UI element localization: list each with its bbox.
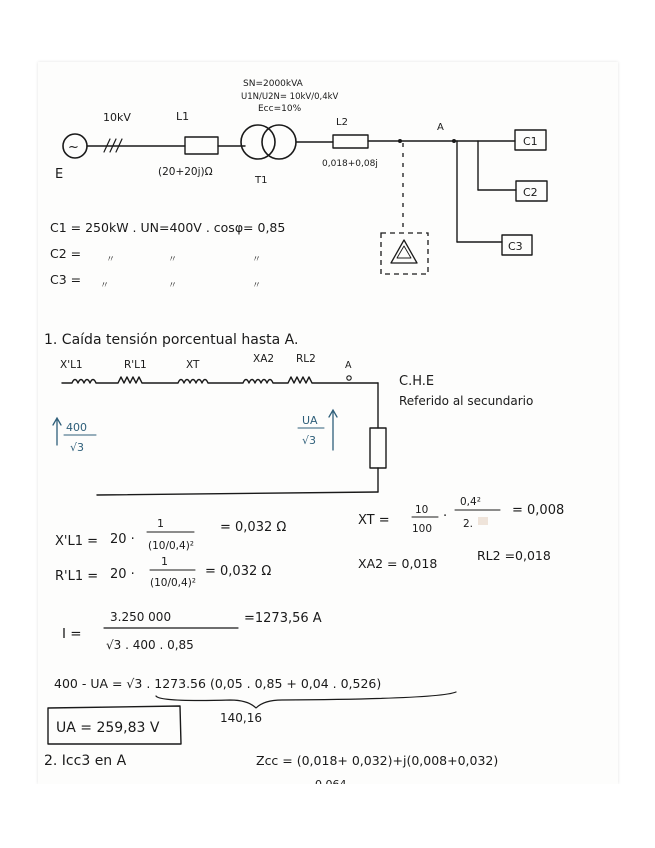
- transformer-winding-icon: [241, 125, 275, 159]
- node-a-label: A: [345, 360, 352, 371]
- rl1-num: 1: [161, 555, 168, 568]
- zcc-equation: Zcc = (0,018+ 0,032)+j(0,008+0,032): [256, 753, 499, 768]
- xl1-den: (10/0,4)²: [148, 540, 194, 552]
- xa2-value: XA2 = 0,018: [358, 556, 438, 571]
- transformer-ratio: U1N/U2N= 10kV/0,4kV: [241, 92, 339, 102]
- source-voltage-den: √3: [70, 441, 85, 454]
- voltage-label: 10kV: [103, 111, 131, 124]
- current-num: 3.250 000: [110, 610, 172, 624]
- calculations: [48, 496, 564, 744]
- xl1-lhs: X'L1 =: [55, 534, 99, 549]
- line-l2-label: L2: [336, 117, 348, 128]
- line-l1-label: L1: [176, 110, 190, 123]
- label-rl1: R'L1: [124, 359, 147, 371]
- line-l1-box: [185, 137, 218, 154]
- transformer-winding-icon: [262, 125, 296, 159]
- ditto-mark: 〃: [168, 281, 178, 291]
- source-label: E: [55, 167, 64, 182]
- ditto-mark: 〃: [252, 255, 262, 265]
- line-l2-box: [333, 135, 368, 148]
- xl1-num: 1: [157, 517, 164, 530]
- xt-num1: 10: [415, 504, 429, 516]
- source-symbol: ~: [68, 140, 79, 155]
- spec-c1: C1 = 250kW . UN=400V . cosφ= 0,85: [50, 220, 286, 235]
- xt-den1: 100: [412, 523, 433, 535]
- section-1: [44, 332, 533, 495]
- rl1-den: (10/0,4)²: [150, 577, 196, 589]
- rl1-lhs: R'L1 =: [55, 569, 99, 584]
- line-l2-impedance: 0,018+0,08j: [322, 159, 378, 169]
- ditto-mark: 〃: [168, 255, 178, 265]
- fault-triangle-icon: [391, 240, 417, 263]
- brace-value: 140,16: [220, 711, 262, 725]
- rl1-result: = 0,032 Ω: [205, 564, 272, 579]
- xl1-result: = 0,032 Ω: [220, 520, 287, 535]
- node-dot: [398, 139, 402, 143]
- current-result: =1273,56 A: [244, 611, 322, 626]
- xt-result: = 0,008: [512, 503, 565, 518]
- underbrace: [156, 692, 456, 708]
- xl1-coef: 20 ·: [110, 532, 135, 547]
- ditto-mark: 〃: [100, 281, 110, 291]
- transformer-label: T1: [255, 175, 268, 186]
- section-1-title: 1. Caída tensión porcentual hasta A.: [44, 332, 299, 348]
- xt-den2: 2.: [463, 518, 474, 530]
- ua-voltage-den: √3: [302, 434, 317, 447]
- transformer-ecc: Ecc=10%: [258, 104, 302, 114]
- spec-c2: C2 =: [50, 246, 82, 261]
- page-margin: [0, 784, 655, 848]
- xt-lhs: XT =: [358, 513, 390, 528]
- spec-c3: C3 =: [50, 272, 82, 287]
- section-2-title: 2. Icc3 en A: [44, 753, 127, 769]
- equivalent-load: [370, 428, 386, 468]
- label-rl2: RL2: [296, 353, 316, 365]
- load-specs: [50, 220, 285, 291]
- source-voltage-num: 400: [66, 421, 87, 434]
- node-dot: [452, 139, 456, 143]
- fault-box: [381, 233, 428, 274]
- circuit-diagram: [55, 79, 547, 274]
- che-subtitle: Referido al secundario: [399, 394, 534, 408]
- load-c3-label: C3: [508, 240, 523, 253]
- ua-result: UA = 259,83 V: [56, 720, 160, 736]
- equivalent-circuit-chain: [62, 377, 378, 383]
- load-c1-label: C1: [523, 135, 538, 148]
- ditto-mark: 〃: [252, 281, 262, 291]
- current-lhs: I =: [62, 626, 82, 642]
- label-xl1: X'L1: [60, 359, 83, 371]
- xt-num2: 0,4²: [460, 496, 481, 508]
- node-a-label: A: [437, 122, 444, 133]
- che-title: C.H.E: [399, 374, 435, 389]
- label-xt: XT: [186, 359, 200, 371]
- current-den: √3 . 400 . 0,85: [106, 638, 194, 652]
- rl1-coef: 20 ·: [110, 567, 135, 582]
- ua-equation: 400 - UA = √3 . 1273.56 (0,05 . 0,85 + 0,04 . 0,526): [54, 676, 382, 691]
- transformer-power: SN=2000kVA: [243, 79, 303, 89]
- rl2-value: RL2 =0,018: [477, 548, 551, 563]
- ditto-mark: 〃: [106, 255, 116, 265]
- label-xa2: XA2: [253, 353, 275, 365]
- ua-voltage-num: UA: [302, 414, 318, 427]
- svg-text:·: ·: [443, 509, 448, 524]
- load-c2-label: C2: [523, 186, 538, 199]
- line-l1-impedance: (20+20j)Ω: [158, 166, 213, 178]
